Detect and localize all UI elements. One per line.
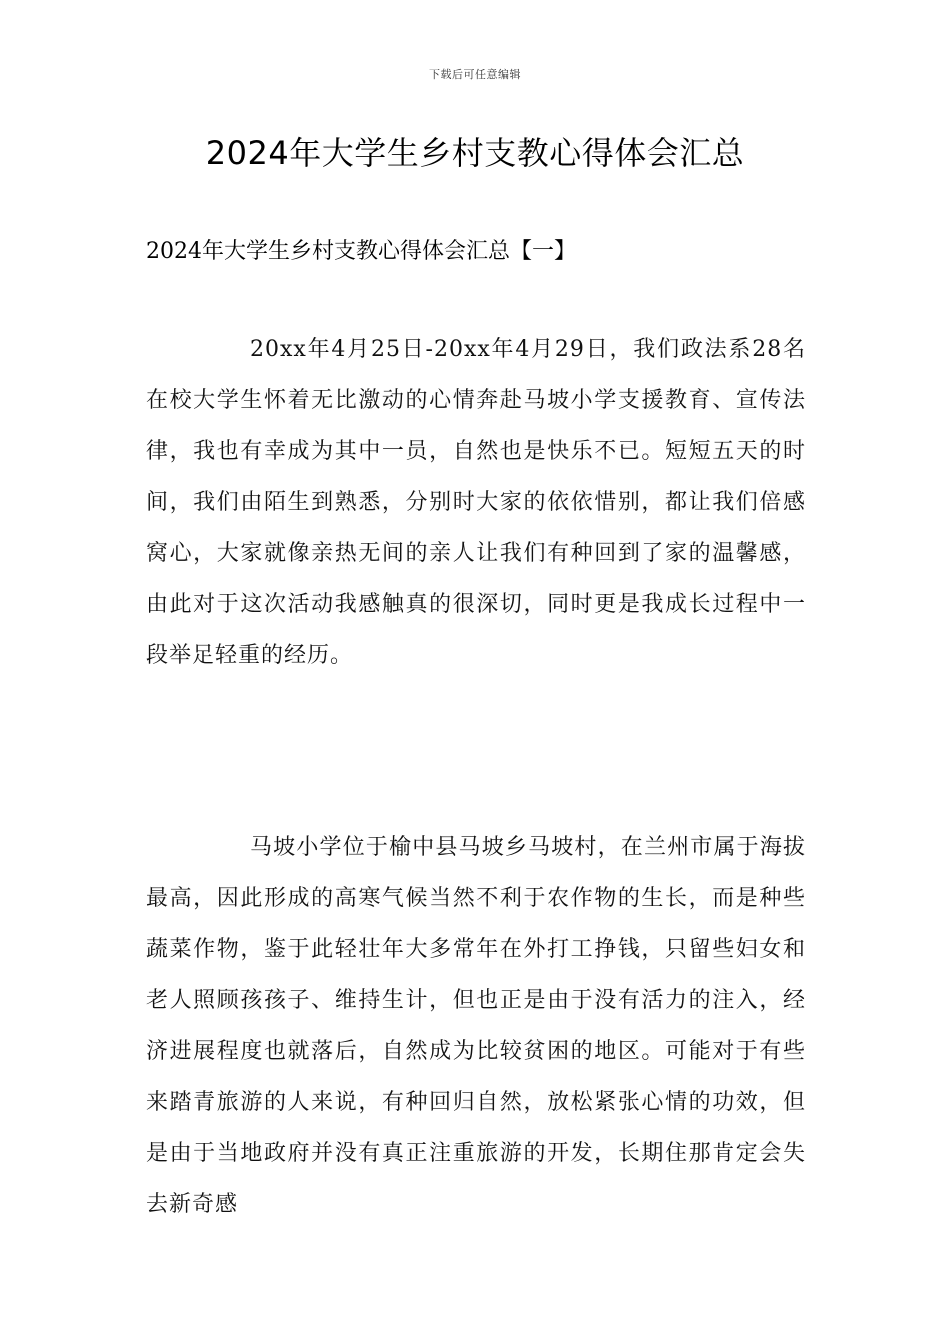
paragraph-2: 马坡小学位于榆中县马坡乡马坡村，在兰州市属于海拔最高，因此形成的高寒气候当然不利于农作物的生长，而是种些蔬菜作物，鉴于此轻壮年大多常年在外打工挣钱，只留些妇女和老人照顾孩孩子、维持生计，但也正是由于没有活力的注入，经济进展程度也就落后，自然成为比较贫困的地区。可能对于有些来踏青旅游的人来说，有种回归自然，放松紧张心情的功效，但是由于当地政府并没有真正注重旅游的开发，长期住那肯定会失去新奇感 — [146, 835, 806, 1217]
header-note: 下载后可任意编辑 — [429, 68, 521, 81]
document-title: 2024年大学生乡村支教心得体会汇总 — [205, 134, 745, 172]
paragraph-1: 20xx年4月25日-20xx年4月29日，我们政法系28名在校大学生怀着无比激动的心情奔赴马坡小学支援教育、宣传法律，我也有幸成为其中一员，自然也是快乐不已。短短五天的时间，我们由陌生到熟悉，分别时大家的依依惜别，都让我们倍感窝心，大家就像亲热无间的亲人让我们有种回到了家的温馨感，由此对于这次活动我感触真的很深切，同时更是我成长过程中一段举足轻重的经历。 — [146, 337, 806, 668]
section-heading: 2024年大学生乡村支教心得体会汇总【一】 — [146, 239, 576, 264]
